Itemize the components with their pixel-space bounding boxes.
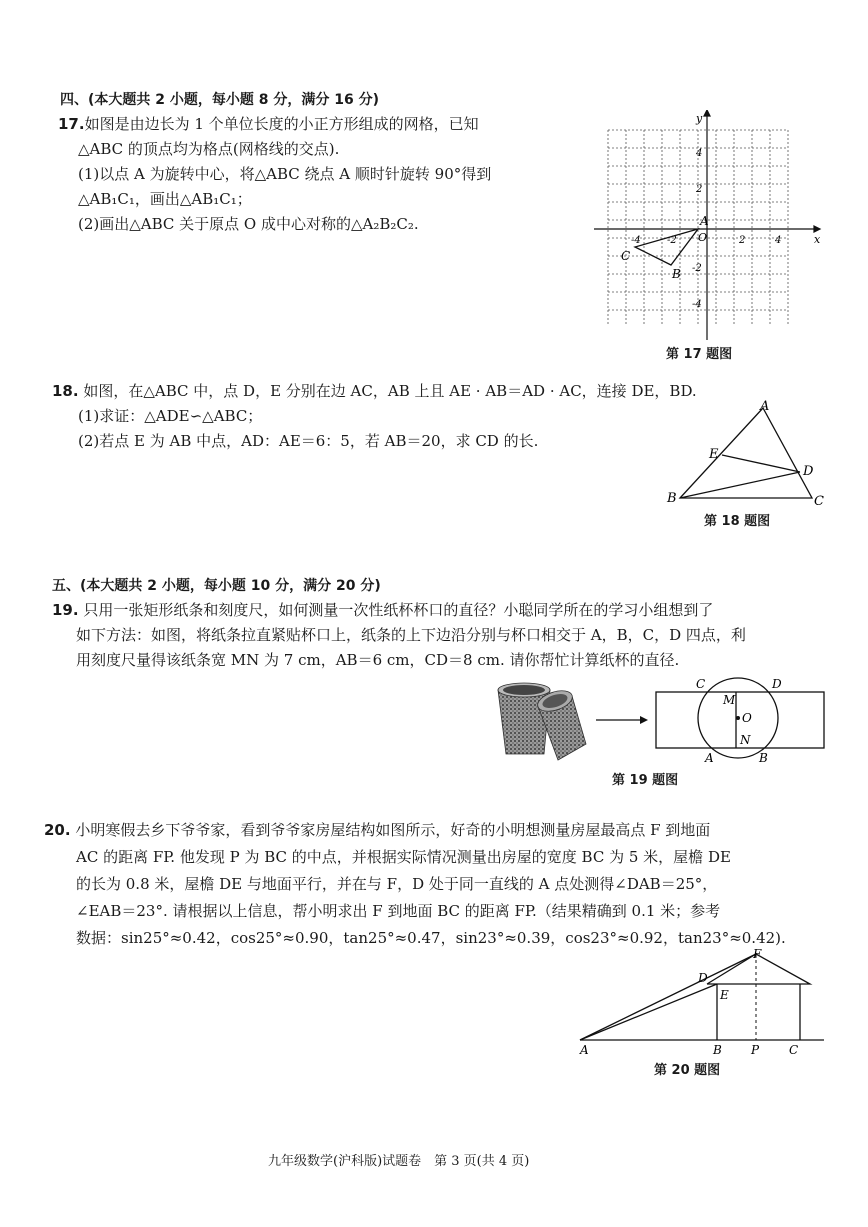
q20-point-b: B: [713, 1043, 722, 1057]
q19-paper-cup-figure: [490, 672, 830, 772]
tick-x-2: 2: [739, 235, 746, 246]
q19-line-1: [52, 600, 713, 620]
q18-point-e: E: [709, 447, 719, 462]
q17-caption: 第 17 题图: [666, 347, 733, 362]
q18-line-3: (2)若点 E 为 AB 中点，AD：AE＝6：5，若 AB＝20，求 CD 的长.: [78, 432, 539, 450]
q18-point-b: B: [667, 491, 677, 506]
q18-line-2: (1)求证：△ADE∽△ABC；: [78, 407, 263, 425]
q19-line-2: 如下方法：如图，将纸条拉直紧贴杯口上，纸条的上下边沿分别与杯口相交于 A，B，C，D 四点，利: [76, 626, 746, 644]
tick-y-4: 4: [696, 148, 703, 159]
origin-label: O: [698, 231, 708, 244]
tick-y-neg2: -2: [692, 263, 702, 274]
section-4-header: 四、(本大题共 2 小题，每小题 8 分，满分 16 分): [60, 92, 380, 108]
q20-point-e: E: [720, 988, 729, 1002]
q19-number: 19.: [52, 601, 79, 619]
tick-x-neg4: -4: [631, 235, 641, 246]
q17-number: 17.: [58, 115, 85, 133]
q19-point-a: A: [705, 751, 714, 765]
q18-text-1: 如图，在△ABC 中，点 D，E 分别在边 AC，AB 上且 AE · AB＝AD · AC，连接 DE，BD.: [83, 382, 697, 400]
q19-caption: 第 19 题图: [612, 773, 679, 788]
q19-point-c: C: [696, 677, 706, 691]
page-footer: 九年级数学(沪科版)试题卷 第 3 页(共 4 页): [268, 1154, 530, 1169]
q18-line-1: [52, 381, 697, 401]
q17-line-3: (1)以点 A 为旋转中心，将△ABC 绕点 A 顺时针旋转 90°得到: [78, 165, 492, 183]
q17-line-2: △ABC 的顶点均为格点(网格线的交点).: [78, 140, 340, 158]
q18-point-c: C: [814, 494, 824, 508]
q20-line-3: 的长为 0.8 米，屋檐 DE 与地面平行，并在与 F，D 处于同一直线的 A 点处测得∠DAB＝25°，: [76, 875, 718, 893]
point-c-label: C: [621, 249, 631, 263]
q17-text-1: 如图是由边长为 1 个单位长度的小正方形组成的网格，已知: [84, 115, 479, 133]
q17-line-4: △AB₁C₁，画出△AB₁C₁；: [78, 190, 252, 208]
q20-house-figure: [576, 944, 828, 1064]
q18-point-a: A: [760, 399, 770, 414]
q19-line-3: 用刻度尺量得该纸条宽 MN 为 7 cm，AB＝6 cm，CD＝8 cm. 请你帮忙计算纸杯的直径.: [76, 651, 680, 669]
x-axis-label: x: [814, 233, 821, 246]
q20-point-a: A: [580, 1043, 589, 1057]
q20-line-5: 数据：sin25°≈0.42，cos25°≈0.90，tan25°≈0.47，sin23°≈0.39，cos23°≈0.92，tan23°≈0.42).: [76, 929, 786, 947]
q20-point-d: D: [698, 971, 708, 985]
q20-line-1: [44, 820, 710, 840]
q20-point-f: F: [753, 947, 762, 961]
q20-number: 20.: [44, 821, 71, 839]
y-axis-label: y: [696, 112, 703, 125]
q20-point-c: C: [789, 1043, 799, 1057]
arrow: [596, 716, 648, 724]
q18-triangle-figure: [660, 398, 830, 512]
q18-caption: 第 18 题图: [704, 514, 771, 529]
q19-text-1: 只用一张矩形纸条和刻度尺，如何测量一次性纸杯杯口的直径？小聪同学所在的学习小组想到了: [83, 601, 714, 619]
q19-point-m: M: [723, 693, 736, 707]
q19-point-o: O: [742, 711, 752, 725]
q20-line-2: AC 的距离 FP. 他发现 P 为 BC 的中点，并根据实际情况测量出房屋的宽度 BC 为 5 米，屋檐 DE: [76, 848, 731, 866]
section-5-header: 五、(本大题共 2 小题，每小题 10 分，满分 20 分): [52, 578, 381, 594]
q17-grid-figure: [592, 110, 824, 350]
tick-y-neg4: -4: [692, 299, 702, 310]
q18-point-d: D: [803, 464, 814, 479]
q20-caption: 第 20 题图: [654, 1063, 721, 1078]
q19-point-d: D: [772, 677, 782, 691]
q19-point-n: N: [740, 733, 751, 747]
q20-text-1: 小明寒假去乡下爷爷家，看到爷爷家房屋结构如图所示，好奇的小明想测量房屋最高点 F 到地面: [75, 821, 711, 839]
q17-line-5: (2)画出△ABC 关于原点 O 成中心对称的△A₂B₂C₂.: [78, 215, 419, 233]
point-a-label: A: [700, 214, 709, 228]
tick-x-4: 4: [775, 235, 782, 246]
q17-line-1: [58, 114, 479, 134]
q18-number: 18.: [52, 382, 79, 400]
q20-point-p: P: [751, 1043, 760, 1057]
q20-line-4: ∠EAB＝23°. 请根据以上信息，帮小明求出 F 到地面 BC 的距离 FP.（结果精确到 0.1 米；参考: [76, 902, 721, 920]
tick-x-neg2: -2: [667, 235, 677, 246]
q19-point-b: B: [759, 751, 768, 765]
tick-y-2: 2: [696, 184, 703, 195]
paper-cup-photo: [498, 683, 586, 760]
point-b-label: B: [672, 267, 681, 281]
grid-lines: [608, 130, 788, 326]
